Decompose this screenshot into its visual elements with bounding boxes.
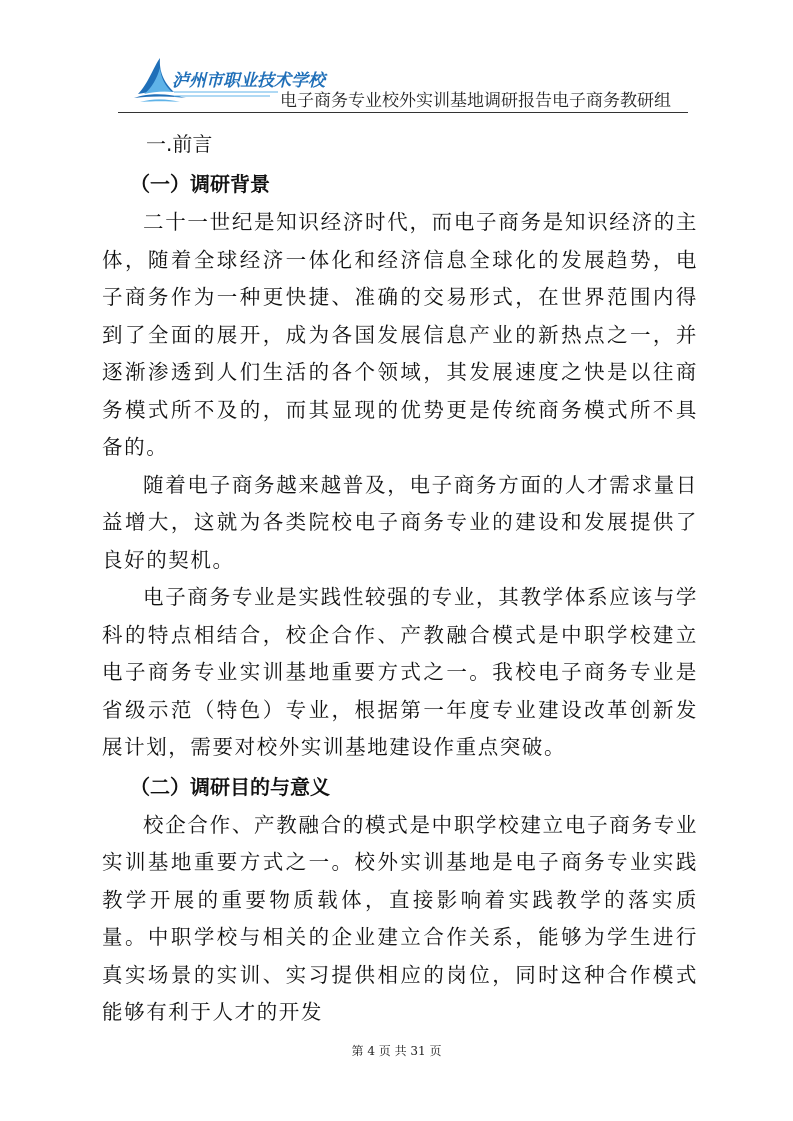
paragraph: 电子商务专业是实践性较强的专业，其教学体系应该与学科的特点相结合，校企合作、产教融合模式是中职学校建立电子商务专业实训基地重要方式之一。我校电子商务专业是省级示范（特色）专业，根据第一年度专业建设改革创新发展计划，需要对校外实训基地建设作重点突破。 bbox=[102, 585, 698, 759]
page-header bbox=[120, 56, 688, 116]
section-heading: 一.前言 bbox=[146, 132, 213, 156]
document-body bbox=[102, 118, 698, 1032]
paragraph: 二十一世纪是知识经济时代，而电子商务是知识经济的主体，随着全球经济一体化和经济信息全球化的发展趋势，电子商务作为一种更快捷、准确的交易形式，在世界范围内得到了全面的展开，成为各国发展信息产业的新热点之一，并逐渐渗透到人们生活的各个领域，其发展速度之快是以往商务模式所不及的，而其显现的优势更是传统商务模式所不具备的。 bbox=[102, 210, 698, 459]
svg-text:泸州市职业技术学校: 泸州市职业技术学校 bbox=[172, 71, 325, 91]
page-number: 第 4 页 共 31 页 bbox=[351, 1044, 442, 1058]
paragraph: 校企合作、产教融合的模式是中职学校建立电子商务专业实训基地重要方式之一。校外实训基地是电子商务专业实践教学开展的重要物质载体，直接影响着实践教学的落实质量。中职学校与相关的企业建立合作关系，能够为学生进行真实场景的实训、实习提供相应的岗位，同时这种合作模式能够有利于人才的开发 bbox=[102, 812, 698, 1024]
subsection-heading-background: （一）调研背景 bbox=[130, 172, 270, 196]
header-divider bbox=[118, 112, 688, 113]
page-footer bbox=[0, 1042, 793, 1059]
school-logo-icon bbox=[130, 56, 325, 108]
department-name: 电子商务教研组 bbox=[552, 91, 671, 111]
paragraph: 随着电子商务越来越普及，电子商务方面的人才需求量日益增大，这就为各类院校电子商务专业的建设和发展提供了良好的契机。 bbox=[102, 472, 698, 572]
school-logo bbox=[130, 56, 325, 108]
report-title: 电子商务专业校外实训基地调研报告 bbox=[280, 91, 552, 111]
subsection-heading-purpose: （二）调研目的与意义 bbox=[130, 774, 330, 799]
